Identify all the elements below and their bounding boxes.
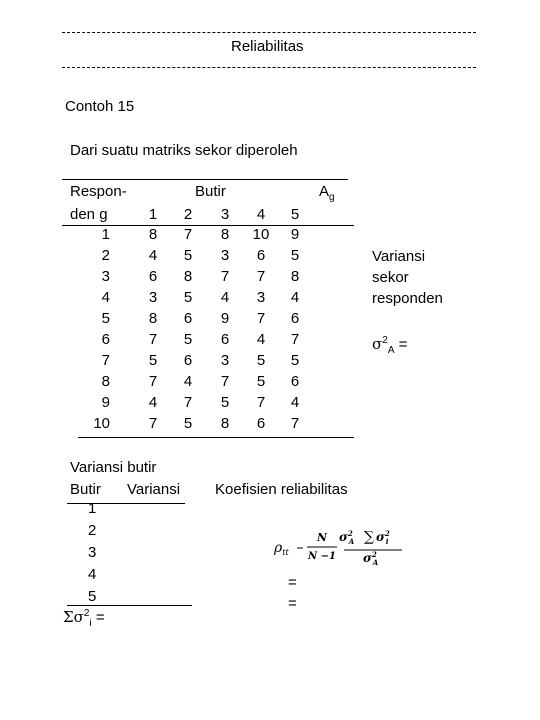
- respondent-label: 9: [101, 394, 110, 411]
- respondent-variance-symbol: $\sigma^2_A$ =: [372, 335, 408, 356]
- score-cell: 4: [148, 394, 158, 411]
- item-number-4: 4: [256, 206, 266, 223]
- score-cell: 5: [220, 394, 230, 411]
- equals-line2: =: [288, 595, 297, 612]
- score-cell: 7: [256, 310, 266, 327]
- respondent-header-line1: Respon-: [70, 183, 127, 200]
- score-cell: 4: [183, 373, 193, 390]
- butir-column-header: Butir: [70, 481, 101, 498]
- item-variance-header-rule: [67, 503, 185, 504]
- score-cell: 7: [220, 373, 230, 390]
- item-number-2: 2: [183, 206, 193, 223]
- respondent-label: 7: [101, 352, 110, 369]
- score-cell: 7: [183, 226, 193, 243]
- score-cell: 8: [290, 268, 300, 285]
- score-cell: 6: [256, 247, 266, 264]
- score-cell: 4: [290, 289, 300, 306]
- svg-text:σ2A: $\sigma^2$ A: [363, 550, 379, 567]
- score-cell: 5: [256, 352, 266, 369]
- respondent-label: 1: [101, 226, 110, 243]
- respondent-label: 5: [101, 310, 110, 327]
- variansi-column-header: Variansi: [127, 481, 181, 498]
- item-number-3: 3: [220, 206, 230, 223]
- score-cell: 5: [183, 247, 193, 264]
- respondent-label: 8: [101, 373, 110, 390]
- intro-text: Dari suatu matriks sekor diperoleh: [70, 142, 298, 159]
- score-cell: 9: [290, 226, 300, 243]
- svg-text:N: N: [317, 531, 328, 544]
- score-cell: 5: [183, 331, 193, 348]
- svg-text:σ2A: $\sigma^2$ A: [339, 529, 355, 546]
- score-cell: 5: [290, 352, 300, 369]
- table-top-rule: [62, 179, 348, 180]
- item-variance-row: 3: [88, 544, 97, 561]
- score-cell: 3: [256, 289, 266, 306]
- score-cell: 8: [148, 226, 158, 243]
- item-variance-bottom-rule: [67, 605, 192, 606]
- score-cell: 9: [220, 310, 230, 327]
- score-cell: 4: [256, 331, 266, 348]
- respondent-label: 6: [101, 331, 110, 348]
- item-number-5: 5: [290, 206, 300, 223]
- score-cell: 8: [183, 268, 193, 285]
- svg-text:σ2i: $\sigma^2$ i: [376, 529, 390, 546]
- score-cell: 4: [220, 289, 230, 306]
- score-cell: 5: [183, 289, 193, 306]
- score-cell: 5: [256, 373, 266, 390]
- item-variance-title: Variansi butir: [70, 459, 157, 476]
- score-cell: 3: [148, 289, 158, 306]
- item-number-1: 1: [148, 206, 158, 223]
- reliability-formula: [272, 528, 412, 568]
- score-cell: 5: [148, 352, 158, 369]
- score-cell: 4: [148, 247, 158, 264]
- score-cell: 3: [220, 352, 230, 369]
- bottom-dashed-rule: [62, 67, 476, 68]
- score-cell: 6: [148, 268, 158, 285]
- sum-item-variance: $\Sigma\sigma^2_i$ =: [63, 608, 105, 629]
- score-cell: 5: [183, 415, 193, 432]
- respondent-label: 10: [93, 415, 110, 432]
- example-title: Contoh 15: [65, 98, 135, 115]
- score-cell: 3: [220, 247, 230, 264]
- total-header: $A_g$: [319, 183, 335, 203]
- table-bottom-rule: [78, 437, 354, 438]
- respondent-label: 2: [101, 247, 110, 264]
- respondent-label: 4: [101, 289, 110, 306]
- score-cell: 8: [220, 226, 230, 243]
- svg-text:N −1: N −1: [308, 551, 336, 562]
- score-cell: 7: [148, 373, 158, 390]
- score-cell: 6: [183, 310, 193, 327]
- side-note-line1: Variansi: [372, 248, 426, 265]
- score-cell: 6: [290, 373, 300, 390]
- score-cell: 6: [290, 310, 300, 327]
- score-cell: 6: [183, 352, 193, 369]
- score-cell: 8: [220, 415, 230, 432]
- score-cell: 7: [183, 394, 193, 411]
- item-variance-row: 2: [88, 522, 97, 539]
- side-note-line3: responden: [372, 290, 443, 307]
- score-cell: 7: [290, 331, 300, 348]
- score-cell: 7: [220, 268, 230, 285]
- top-dashed-rule: [62, 32, 476, 33]
- score-cell: 10: [252, 226, 270, 243]
- score-cell: 4: [290, 394, 300, 411]
- item-variance-row: 4: [88, 566, 97, 583]
- svg-text:∑: ∑: [364, 529, 374, 545]
- score-cell: 7: [290, 415, 300, 432]
- respondent-label: 3: [101, 268, 110, 285]
- item-variance-row: 5: [88, 588, 97, 605]
- item-variance-row: 1: [88, 500, 97, 517]
- svg-text:ρtt: $\rho_{tt}$: [274, 540, 289, 557]
- score-cell: 7: [148, 331, 158, 348]
- page-title: Reliabilitas: [231, 38, 304, 55]
- reliability-title: Koefisien reliabilitas: [215, 481, 348, 498]
- score-cell: 6: [220, 331, 230, 348]
- score-cell: 7: [256, 394, 266, 411]
- equals-line1: =: [288, 574, 297, 591]
- respondent-header-line2: den g: [70, 206, 108, 223]
- side-note-line2: sekor: [372, 269, 409, 286]
- butir-header: Butir: [195, 183, 226, 200]
- score-cell: 6: [256, 415, 266, 432]
- score-cell: 7: [148, 415, 158, 432]
- score-cell: 8: [148, 310, 158, 327]
- score-cell: 7: [256, 268, 266, 285]
- score-cell: 5: [290, 247, 300, 264]
